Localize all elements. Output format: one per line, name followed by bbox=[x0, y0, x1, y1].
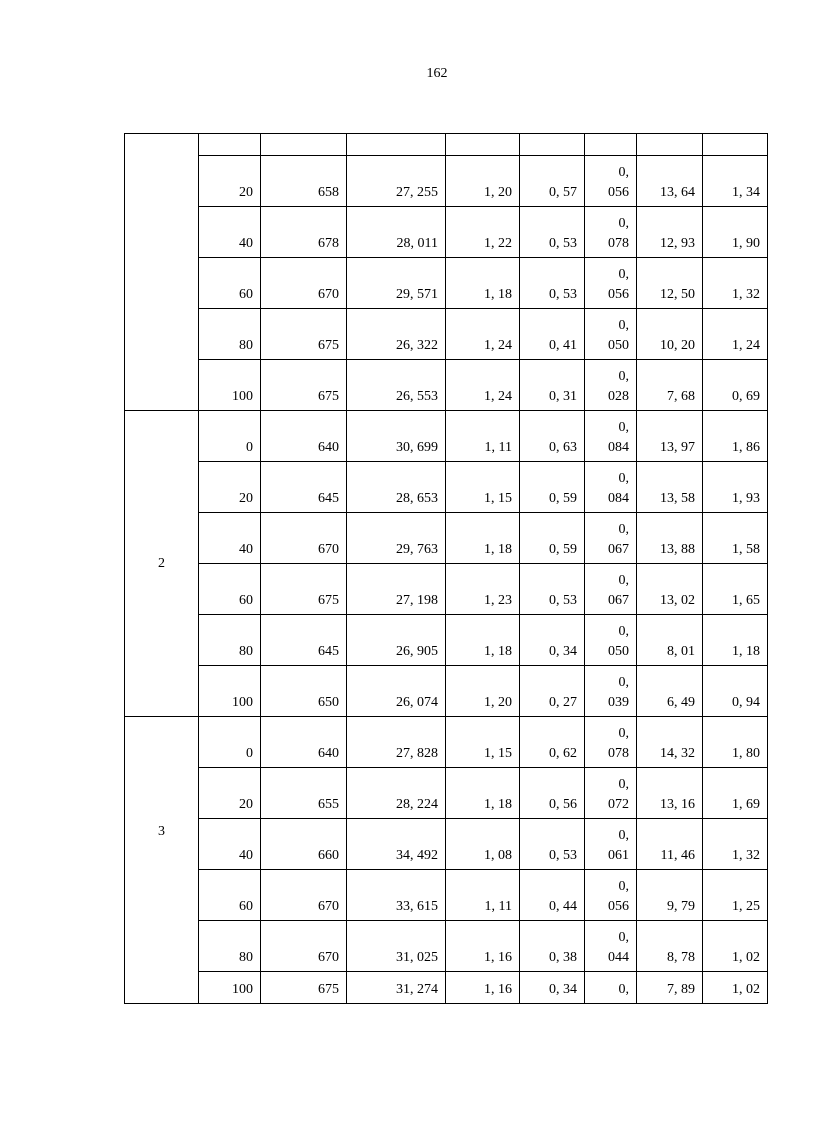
table-cell: 26, 553 bbox=[347, 360, 446, 411]
split-cell-top: 0, bbox=[618, 420, 629, 435]
table-cell: 80 bbox=[199, 615, 261, 666]
table-row bbox=[125, 360, 768, 411]
table-cell: 40 bbox=[199, 207, 261, 258]
split-cell-top: 0, bbox=[618, 573, 629, 588]
table-row bbox=[125, 768, 768, 819]
table-cell: 1, 20 bbox=[446, 156, 520, 207]
table-cell: 0, 31 bbox=[520, 360, 585, 411]
table-cell: 0, 56 bbox=[520, 768, 585, 819]
table-row bbox=[125, 156, 768, 207]
table-cell: 100 bbox=[199, 666, 261, 717]
table-cell: 675 bbox=[261, 564, 347, 615]
table-cell-split bbox=[585, 972, 637, 1004]
table-cell-split bbox=[585, 513, 637, 564]
split-cell-bottom: 067 bbox=[608, 542, 629, 557]
table-cell: 0 bbox=[199, 717, 261, 768]
table-cell: 10, 20 bbox=[637, 309, 703, 360]
table-cell: 60 bbox=[199, 258, 261, 309]
table-cell: 29, 571 bbox=[347, 258, 446, 309]
split-cell-bottom: 056 bbox=[608, 287, 629, 302]
table-cell: 6, 49 bbox=[637, 666, 703, 717]
table-row bbox=[125, 666, 768, 717]
table-cell: 26, 322 bbox=[347, 309, 446, 360]
table-cell: 0, 38 bbox=[520, 921, 585, 972]
data-table bbox=[124, 133, 768, 1004]
split-cell-bottom: 078 bbox=[608, 236, 629, 251]
table-cell: 1, 65 bbox=[703, 564, 768, 615]
table-cell-split bbox=[585, 768, 637, 819]
table-cell-split bbox=[585, 870, 637, 921]
table-cell: 12, 93 bbox=[637, 207, 703, 258]
split-cell-bottom: 067 bbox=[608, 593, 629, 608]
table-cell: 675 bbox=[261, 972, 347, 1004]
table-cell-split bbox=[585, 921, 637, 972]
table-cell-split bbox=[585, 411, 637, 462]
table-cell: 1, 90 bbox=[703, 207, 768, 258]
split-cell-bottom: 084 bbox=[608, 491, 629, 506]
table-cell-split bbox=[585, 615, 637, 666]
table-row bbox=[125, 207, 768, 258]
table-row bbox=[125, 717, 768, 768]
table-cell: 645 bbox=[261, 462, 347, 513]
table-cell: 670 bbox=[261, 258, 347, 309]
table-row bbox=[125, 870, 768, 921]
split-cell-top: 0, bbox=[618, 930, 629, 945]
split-cell-top: 0, bbox=[618, 165, 629, 180]
table-cell: 658 bbox=[261, 156, 347, 207]
group-label-cell bbox=[125, 134, 199, 411]
table-cell: 640 bbox=[261, 411, 347, 462]
split-cell-top: 0, bbox=[618, 318, 629, 333]
table-cell: 13, 02 bbox=[637, 564, 703, 615]
split-cell-top: 0, bbox=[618, 624, 629, 639]
table-cell: 60 bbox=[199, 564, 261, 615]
table-cell: 0, 41 bbox=[520, 309, 585, 360]
table-cell-split bbox=[585, 819, 637, 870]
table-cell: 1, 24 bbox=[703, 309, 768, 360]
table-cell: 11, 46 bbox=[637, 819, 703, 870]
table-cell: 0, 53 bbox=[520, 819, 585, 870]
table-cell: 1, 69 bbox=[703, 768, 768, 819]
table-cell: 1, 18 bbox=[446, 513, 520, 564]
table-cell: 26, 074 bbox=[347, 666, 446, 717]
table-cell: 675 bbox=[261, 360, 347, 411]
split-cell-top: 0, bbox=[618, 522, 629, 537]
table-cell-split bbox=[585, 564, 637, 615]
table-cell: 1, 08 bbox=[446, 819, 520, 870]
table-cell: 1, 22 bbox=[446, 207, 520, 258]
table-row bbox=[125, 819, 768, 870]
table-cell: 12, 50 bbox=[637, 258, 703, 309]
table-cell: 40 bbox=[199, 819, 261, 870]
table-cell: 0, 62 bbox=[520, 717, 585, 768]
split-cell-top: 0, bbox=[618, 675, 629, 690]
page-number: 162 bbox=[426, 66, 448, 81]
split-cell-top: 0, bbox=[618, 879, 629, 894]
table-cell: 655 bbox=[261, 768, 347, 819]
table-cell: 26, 905 bbox=[347, 615, 446, 666]
table-cell: 80 bbox=[199, 921, 261, 972]
table-row bbox=[125, 615, 768, 666]
split-cell-top: 0, bbox=[618, 471, 629, 486]
table-cell: 670 bbox=[261, 870, 347, 921]
table-cell: 1, 15 bbox=[446, 717, 520, 768]
table-cell: 1, 86 bbox=[703, 411, 768, 462]
table-cell-split bbox=[585, 258, 637, 309]
table-cell: 0, 53 bbox=[520, 564, 585, 615]
split-cell-bottom: 028 bbox=[608, 389, 629, 404]
table-cell: 670 bbox=[261, 513, 347, 564]
table-cell: 0, 69 bbox=[703, 360, 768, 411]
table-cell: 13, 16 bbox=[637, 768, 703, 819]
table-cell: 34, 492 bbox=[347, 819, 446, 870]
table-cell-split bbox=[585, 717, 637, 768]
split-cell-top: 0, bbox=[618, 777, 629, 792]
table-cell: 27, 198 bbox=[347, 564, 446, 615]
table-cell: 0, 34 bbox=[520, 615, 585, 666]
table-cell: 670 bbox=[261, 921, 347, 972]
table-row bbox=[125, 411, 768, 462]
table-cell: 13, 97 bbox=[637, 411, 703, 462]
table-cell: 8, 01 bbox=[637, 615, 703, 666]
table-cell: 645 bbox=[261, 615, 347, 666]
table-cell: 1, 24 bbox=[446, 360, 520, 411]
table-cell: 1, 11 bbox=[446, 411, 520, 462]
blank-header-row bbox=[125, 134, 768, 156]
table-cell: 27, 255 bbox=[347, 156, 446, 207]
table-cell-split bbox=[585, 666, 637, 717]
table-cell: 0, 59 bbox=[520, 513, 585, 564]
table-cell: 1, 16 bbox=[446, 921, 520, 972]
table-cell-split bbox=[585, 462, 637, 513]
table-cell: 1, 34 bbox=[703, 156, 768, 207]
table-cell: 80 bbox=[199, 309, 261, 360]
table-cell-split bbox=[585, 360, 637, 411]
group-label-cell: 2 bbox=[125, 411, 199, 717]
table-cell: 20 bbox=[199, 462, 261, 513]
split-cell-top: 0, bbox=[618, 726, 629, 741]
table-cell: 14, 32 bbox=[637, 717, 703, 768]
table-cell: 1, 18 bbox=[446, 768, 520, 819]
table-cell: 9, 79 bbox=[637, 870, 703, 921]
table-cell: 1, 18 bbox=[446, 615, 520, 666]
split-cell-top: 0, bbox=[618, 369, 629, 384]
split-cell-bottom: 072 bbox=[608, 797, 629, 812]
table-cell: 0, 57 bbox=[520, 156, 585, 207]
table-cell: 0, 53 bbox=[520, 258, 585, 309]
table-cell: 13, 64 bbox=[637, 156, 703, 207]
split-cell-bottom: 078 bbox=[608, 746, 629, 761]
table-cell: 0, 94 bbox=[703, 666, 768, 717]
table-cell: 31, 025 bbox=[347, 921, 446, 972]
table-cell: 1, 18 bbox=[446, 258, 520, 309]
table-cell: 1, 32 bbox=[703, 258, 768, 309]
table-cell: 1, 20 bbox=[446, 666, 520, 717]
table-cell: 1, 18 bbox=[703, 615, 768, 666]
table-cell-split bbox=[585, 309, 637, 360]
table-cell: 30, 699 bbox=[347, 411, 446, 462]
table-cell: 33, 615 bbox=[347, 870, 446, 921]
table-cell: 28, 653 bbox=[347, 462, 446, 513]
table-cell: 13, 88 bbox=[637, 513, 703, 564]
split-cell-bottom: 050 bbox=[608, 338, 629, 353]
table-cell: 20 bbox=[199, 768, 261, 819]
table-cell: 28, 011 bbox=[347, 207, 446, 258]
table-cell: 1, 80 bbox=[703, 717, 768, 768]
table-cell: 1, 24 bbox=[446, 309, 520, 360]
split-cell-bottom: 044 bbox=[608, 950, 629, 965]
table-cell: 27, 828 bbox=[347, 717, 446, 768]
table-cell-split bbox=[585, 156, 637, 207]
table-cell: 20 bbox=[199, 156, 261, 207]
table-cell: 31, 274 bbox=[347, 972, 446, 1004]
table-cell: 60 bbox=[199, 870, 261, 921]
split-cell-bottom: 061 bbox=[608, 848, 629, 863]
table-cell: 1, 02 bbox=[703, 972, 768, 1004]
table-cell: 0, 53 bbox=[520, 207, 585, 258]
table-cell: 1, 02 bbox=[703, 921, 768, 972]
table-cell: 0, 59 bbox=[520, 462, 585, 513]
table-cell: 100 bbox=[199, 972, 261, 1004]
split-cell-top: 0, bbox=[618, 982, 629, 997]
table-body bbox=[125, 134, 768, 1004]
table-row bbox=[125, 972, 768, 1004]
table-row bbox=[125, 258, 768, 309]
table-cell: 0, 44 bbox=[520, 870, 585, 921]
table-cell: 7, 68 bbox=[637, 360, 703, 411]
table-cell: 0, 27 bbox=[520, 666, 585, 717]
table-row bbox=[125, 309, 768, 360]
table-cell: 0, 63 bbox=[520, 411, 585, 462]
table-cell: 1, 32 bbox=[703, 819, 768, 870]
split-cell-top: 0, bbox=[618, 828, 629, 843]
split-cell-bottom: 056 bbox=[608, 185, 629, 200]
table-cell: 640 bbox=[261, 717, 347, 768]
table-cell: 1, 15 bbox=[446, 462, 520, 513]
table-cell: 0, 34 bbox=[520, 972, 585, 1004]
table-row bbox=[125, 513, 768, 564]
table-cell: 8, 78 bbox=[637, 921, 703, 972]
table-cell: 1, 25 bbox=[703, 870, 768, 921]
group-label-cell: 3 bbox=[125, 717, 199, 1004]
table-cell: 40 bbox=[199, 513, 261, 564]
table-cell: 660 bbox=[261, 819, 347, 870]
table-cell: 1, 93 bbox=[703, 462, 768, 513]
table-cell: 650 bbox=[261, 666, 347, 717]
table-cell: 1, 58 bbox=[703, 513, 768, 564]
table-cell: 1, 11 bbox=[446, 870, 520, 921]
table-row bbox=[125, 921, 768, 972]
split-cell-top: 0, bbox=[618, 267, 629, 282]
split-cell-bottom: 056 bbox=[608, 899, 629, 914]
table-cell: 13, 58 bbox=[637, 462, 703, 513]
table-cell: 100 bbox=[199, 360, 261, 411]
table-row bbox=[125, 564, 768, 615]
table-row bbox=[125, 462, 768, 513]
table-cell: 28, 224 bbox=[347, 768, 446, 819]
table-cell: 1, 16 bbox=[446, 972, 520, 1004]
split-cell-bottom: 050 bbox=[608, 644, 629, 659]
table-cell: 675 bbox=[261, 309, 347, 360]
table-cell: 29, 763 bbox=[347, 513, 446, 564]
split-cell-bottom: 084 bbox=[608, 440, 629, 455]
table-cell-split bbox=[585, 207, 637, 258]
table-cell: 0 bbox=[199, 411, 261, 462]
table-cell: 678 bbox=[261, 207, 347, 258]
split-cell-top: 0, bbox=[618, 216, 629, 231]
split-cell-bottom: 039 bbox=[608, 695, 629, 710]
table-cell: 7, 89 bbox=[637, 972, 703, 1004]
table-cell: 1, 23 bbox=[446, 564, 520, 615]
